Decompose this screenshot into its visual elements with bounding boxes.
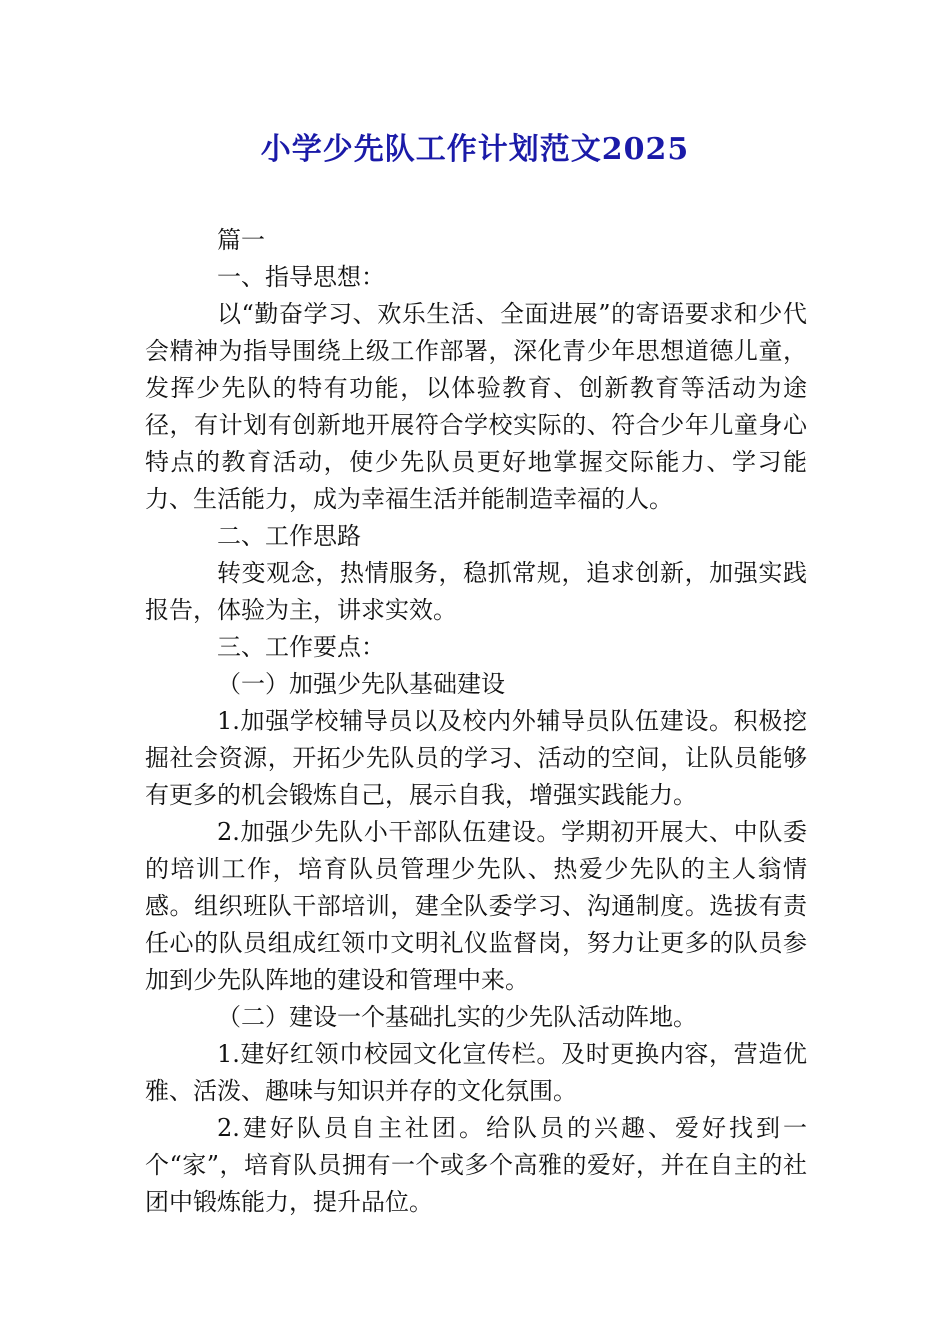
- document-title: 小学少先队工作计划范文2025: [260, 132, 690, 167]
- paragraph-item-bulletin: 1.建好红领巾校园文化宣传栏。及时更换内容，营造优雅、活泼、趣味与知识并存的文化氛围。: [145, 1040, 807, 1105]
- paragraph-item-cadres: 2.加强少先队小干部队伍建设。学期初开展大、中队委的培训工作，培育队员管理少先队、热爱少先队的主人翁情感。组织班队干部培训，建全队委学习、沟通制度。选拔有责任心的队员组成红领巾文明礼仪监督岗，努力让更多的队员参加到少先队阵地的建设和管理中来。: [145, 818, 807, 994]
- heading-guiding-ideology: 一、指导思想：: [217, 263, 385, 291]
- paragraph-guiding-ideology: 以“勤奋学习、欢乐生活、全面进展”的寄语要求和少代会精神为指导围绕上级工作部署，深化青少年思想道德儿童，发挥少先队的特有功能，以体验教育、创新教育等活动为途径，有计划有创新地开展符合学校实际的、符合少年儿童身心特点的教育活动，使少先队员更好地掌握交际能力、学习能力、生活能力，成为幸福生活并能制造幸福的人。: [145, 300, 807, 513]
- heading-work-approach: 二、工作思路: [217, 522, 361, 550]
- paragraph-work-approach: 转变观念，热情服务，稳抓常规，追求创新，加强实践报告，体验为主，讲求实效。: [145, 559, 807, 624]
- paragraph-item-counselors: 1.加强学校辅导员以及校内外辅导员队伍建设。积极挖掘社会资源，开拓少先队员的学习、活动的空间，让队员能够有更多的机会锻炼自己，展示自我，增强实践能力。: [145, 707, 807, 809]
- subheading-activity-base: （二）建设一个基础扎实的少先队活动阵地。: [217, 1003, 697, 1031]
- document-body: [145, 222, 807, 1221]
- heading-work-points: 三、工作要点：: [217, 633, 385, 661]
- paragraph-item-clubs: 2.建好队员自主社团。给队员的兴趣、爱好找到一个“家”，培育队员拥有一个或多个高雅的爱好，并在自主的社团中锻炼能力，提升品位。: [145, 1114, 807, 1216]
- subheading-foundation: （一）加强少先队基础建设: [217, 670, 505, 698]
- section-label: 篇一: [217, 226, 265, 254]
